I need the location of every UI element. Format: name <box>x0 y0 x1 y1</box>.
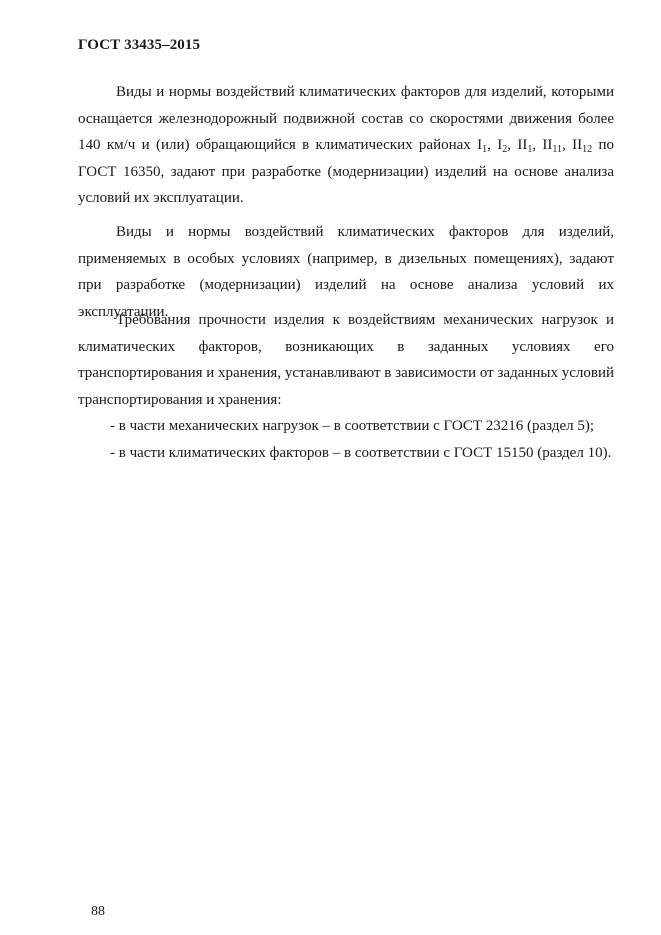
page-number: 88 <box>91 904 105 919</box>
paragraph-special-conditions-text: Виды и нормы воздействий климатических факторов для изделий, применяемых в особых условиях (например, в дизельных помещениях), задают при разработке (модернизации) изделий на основе анализа условий их эксплуатации. <box>78 224 614 320</box>
list-item-climatic-factors: - в части климатических факторов – в соответствии с ГОСТ 15150 (раздел 10). <box>110 444 612 461</box>
climate-region-4: $II_{11}$ <box>542 137 563 155</box>
climate-region-3: $II_1$ <box>517 137 533 155</box>
paragraph-strength-requirements-text: Требования прочности изделия к воздействиям механических нагрузок и климатических факторов, возникающих в заданных условиях его транспортирования и хранения, устанавливают в зависимости от заданных условий транспортирования и хранения: <box>78 312 615 408</box>
climate-region-5: $II_{12}$ <box>572 137 593 155</box>
climate-region-1: $I_1$ <box>477 137 488 155</box>
paragraph-text-start: Виды и нормы воздействий климатических факторов для изделий, которыми оснащается железнодорожный подвижной состав со скоростями движения более 140 км/ч и (или) обращающийся в климатических районах <box>78 84 614 153</box>
paragraph-climatic-factors: Виды и нормы воздействий климатических факторов для изделий, которыми оснащается железнодорожный подвижной состав со скоростями движения более 140 км/ч и (или) обращающийся в климатических районах $I_1$, $I_2$, $II_1$, $II_{11}$, $II_{12}$ по ГОСТ 16350, задают при разработке (модернизации) изделий на основе анализа условий их эксплуатации. <box>78 84 615 206</box>
paragraph-text-end: по ГОСТ 16350, задают при разработке (модернизации) изделий на основе анализа условий их эксплуатации. <box>78 137 615 206</box>
paragraph-strength-requirements <box>78 307 614 466</box>
document-header: ГОСТ 33435–2015 <box>78 37 201 53</box>
list-item-mechanical-loads: - в части механических нагрузок – в соответствии с ГОСТ 23216 (раздел 5); <box>110 418 595 434</box>
climate-region-2: $I_2$ <box>497 137 508 155</box>
